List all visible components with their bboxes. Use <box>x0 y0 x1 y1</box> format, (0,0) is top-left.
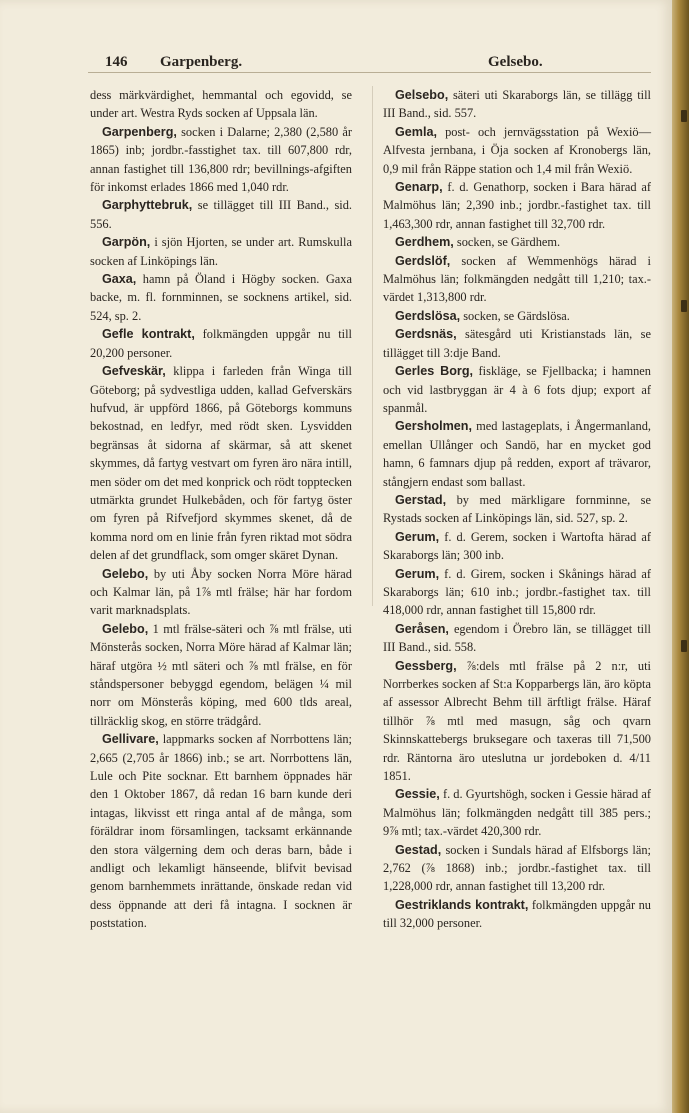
entry-headword: Garphyttebruk, <box>102 198 193 213</box>
entry-text: socken af Wemmenhögs härad i Malmöhus län; folkmängden nedgått till 1,210; tax.-värdet 1,313,800 rdr. <box>383 253 651 305</box>
entry-headword: Gellivare, <box>102 732 159 747</box>
entry-text: dess märkvärdighet, hemmantal och egovidd, se under art. Westra Ryds socken af Uppsala län. <box>90 88 352 121</box>
edge-mark <box>681 110 687 122</box>
page-edge <box>672 0 689 1113</box>
entry-text: fiskläge, se Fjellbacka; i hamnen och vid lastbryggan är 4 à 6 fots djup; export af spanmål. <box>383 364 651 415</box>
entry-headword: Genarp, <box>395 180 443 195</box>
entry-text: lappmarks socken af Norrbottens län; 2,665 (2,705 år 1866) inb.; se art. Norrbottens län, Lule och Pite socknar. Ett barnhem öppnades här den 1 Oktober 1867, då redan 16 barn kunde deri intagas, likvisst ett ringa antal af de många, som föräldrar inom församlingen, tacksamt erkännande den stora välgerning dem och deras barn, både i andligt och lekamligt hänseende, blifvit bevisad genom barnhemmets inrättande, önskade redan vid dess öppnande att deri få intagna. I socknen är poststation. <box>90 732 352 931</box>
entry-headword: Gerdslösa, <box>395 308 461 323</box>
entry-text: socken i Sundals härad af Elfsborgs län; 2,762 (⅞ 1868) inb.; jordbr.-fastighet tax. till 1,228,000 rdr, annan fastighet till 13,200 rdr. <box>383 842 651 894</box>
left-running-title: Garpenberg. <box>160 54 243 70</box>
entry-headword: Gerdhem, <box>395 235 454 250</box>
dictionary-entry <box>383 123 651 178</box>
dictionary-entry <box>383 896 651 933</box>
dictionary-entry <box>90 196 352 233</box>
entry-headword: Gessie, <box>395 787 440 802</box>
dictionary-entry <box>90 362 352 564</box>
entry-text: by uti Åby socken Norra Möre härad och Kalmar län, på 1⅞ mtl frälse; här har fordom varit marknadsplats. <box>90 566 352 618</box>
edge-mark <box>681 640 687 652</box>
entry-text: f. d. Gerem, socken i Wartofta härad af Skaraborgs län; 300 inb. <box>383 529 651 563</box>
entry-headword: Gerdslöf, <box>395 253 451 268</box>
entry-text: klippa i farleden från Winga till Göteborg; på sydvestliga udden, kallad Gefverskärs hufvud, är uppförd 1866, på Göteborgs kommuns bekostnad, en ledfyr, med rödt sken. Lysvidden begränsas åt sidorna af skärmar, så att skenet skymmes, då fartyg vestvart om fyren äro nära intill, men söder om det med konprick och rödt topptecken utmärkta grundet Hulkebåden, och för fartyg öster om fyren på Rifvefjord skymmes skenet, då de komma nord om en linie från fyren riktad mot södra delen af det grundflack, som omger skäret Dynan. <box>90 364 352 563</box>
entry-text: folkmängden uppgår nu till 32,000 personer. <box>383 897 651 931</box>
entry-text: se tillägget till III Band., sid. 556. <box>90 198 353 231</box>
entry-text: i sjön Hjorten, se under art. Rumskulla socken af Linköpings län. <box>90 235 352 268</box>
dictionary-entry <box>90 123 352 197</box>
entry-text: socken, se Gärdhem. <box>456 235 561 250</box>
entry-text: säteri uti Skaraborgs län, se tillägg till III Band., sid. 557. <box>383 88 651 121</box>
entry-text: egendom i Örebro län, se tillägget till III Band., sid. 558. <box>383 621 651 655</box>
dictionary-entry <box>383 528 651 565</box>
dictionary-entry <box>383 417 651 491</box>
right-column <box>383 86 651 933</box>
entry-headword: Gaxa, <box>102 272 137 287</box>
entry-headword: Gefle kontrakt, <box>102 327 195 342</box>
dictionary-entry <box>383 565 651 620</box>
dictionary-entry <box>90 270 352 325</box>
entry-headword: Garpenberg, <box>102 124 177 139</box>
dictionary-entry <box>90 86 352 123</box>
entry-headword: Gerum, <box>395 566 440 581</box>
entry-text: med lastageplats, i Ångermanland, emellan Ullånger och Sandö, har en mycket god hamn, 6 famnars djup på redden, export af trävaror, stångjern endast som ballast. <box>383 419 651 489</box>
entry-headword: Gerles Borg, <box>395 364 474 379</box>
dictionary-entry <box>383 362 651 417</box>
entry-text: folkmängden uppgår nu till 20,200 personer. <box>90 327 352 360</box>
dictionary-entry <box>383 657 651 786</box>
dictionary-entry <box>383 620 651 657</box>
edge-mark <box>681 300 687 312</box>
entry-headword: Gerum, <box>395 529 440 544</box>
entry-headword: Geråsen, <box>395 621 449 636</box>
entry-headword: Gestriklands kontrakt, <box>395 897 529 912</box>
entry-headword: Garpön, <box>102 235 151 250</box>
entry-headword: Gersholmen, <box>395 419 472 434</box>
entry-text: socken, se Gärdslösa. <box>463 308 570 323</box>
entry-headword: Gelebo, <box>102 566 149 581</box>
entry-headword: Gessberg, <box>395 658 457 673</box>
entry-headword: Gelsebo, <box>395 88 449 102</box>
dictionary-entry <box>90 233 352 270</box>
entry-headword: Gerstad, <box>395 492 447 507</box>
entry-text: 1 mtl frälse-säteri och ⅞ mtl frälse, uti Mönsterås socken, Norra Möre härad af Kalmar län; häraf utgöra ½ mtl säteri och ⅞ mtl frälse, en för ståndspersoner bebyggd egendom, belägen ¼ mil norr om Mönsterås köping, med 600 tlds areal, tillräcklig skog, en större trädgård. <box>90 621 352 728</box>
header-rule <box>88 72 651 73</box>
left-column <box>90 86 352 933</box>
entry-text: f. d. Gyurtshögh, socken i Gessie härad af Malmöhus län; folkmängden nedgått till 385 pers.; 9⅞ mtl; tax.-värdet 420,300 rdr. <box>383 787 651 839</box>
dictionary-entry <box>383 785 651 840</box>
dictionary-entry <box>383 307 651 325</box>
right-running-title: Gelsebo. <box>488 54 543 70</box>
entry-text: f. d. Girem, socken i Skånings härad af Skaraborgs län; 610 inb.; jordbr.-fastighet tax. till 418,000 rdr, annan fastighet till 15,800 rdr. <box>383 566 651 618</box>
entry-headword: Gestad, <box>395 842 442 857</box>
entry-text: f. d. Genathorp, socken i Bara härad af Malmöhus län; 2,390 inb.; jordbr.-fastighet tax. till 1,463,300 rdr, annan fastighet till 32,700 rdr. <box>383 180 651 231</box>
dictionary-entry <box>383 178 651 233</box>
dictionary-entry <box>383 491 651 528</box>
dictionary-entry <box>383 233 651 251</box>
entry-text: sätesgård uti Kristianstads län, se tillägget till 3:dje Band. <box>383 327 651 360</box>
entry-text: post- och jernvägsstation på Wexiö—Alfvesta jernbana, i Öja socken af Kronobergs län, 0,9 mil från Räppe station och 1,4 mil från Wexiö. <box>383 124 651 176</box>
page-number: 146 <box>105 54 128 70</box>
entry-text: ⅞:dels mtl frälse på 2 n:r, uti Norrberkes socken af St:a Kopparbergs län, äro köpta af assessor Albrecht Behm till ärftligt frälse. Häraf tillhör ⅞ mtl med masugn, såg och qvarn Skinnskattebergs bruksegare och taxeras till 71,500 rdr. Räntorna äro uteslutna ur jordeboken d. 4/11 1851. <box>383 658 651 784</box>
column-divider <box>372 86 373 606</box>
entry-headword: Gemla, <box>395 124 437 139</box>
dictionary-entry <box>383 325 651 362</box>
dictionary-entry <box>90 730 352 932</box>
dictionary-entry <box>383 252 651 307</box>
entry-headword: Gefveskär, <box>102 364 166 379</box>
entry-text: socken i Dalarne; 2,380 (2,580 år 1865) inb; jordbr.-fasstighet tax. till 607,800 rdr, annan fastighet till 136,800 rdr; bevillnings-afgiften för inkomst erlades 1866 med 1,040 rdr. <box>90 124 352 195</box>
dictionary-entry <box>383 86 651 123</box>
entry-text: hamn på Öland i Högby socken. Gaxa backe, m. fl. fornminnen, se socknens artikel, sid. 524, sp. 2. <box>90 272 352 323</box>
entry-text: by med märkligare fornminne, se Rystads socken af Linköpings län, sid. 527, sp. 2. <box>383 492 651 526</box>
dictionary-entry <box>90 620 352 730</box>
entry-headword: Gelebo, <box>102 621 149 636</box>
entry-headword: Gerdsnäs, <box>395 327 457 342</box>
dictionary-entry <box>90 325 352 362</box>
dictionary-entry <box>383 841 651 896</box>
dictionary-entry <box>90 565 352 620</box>
